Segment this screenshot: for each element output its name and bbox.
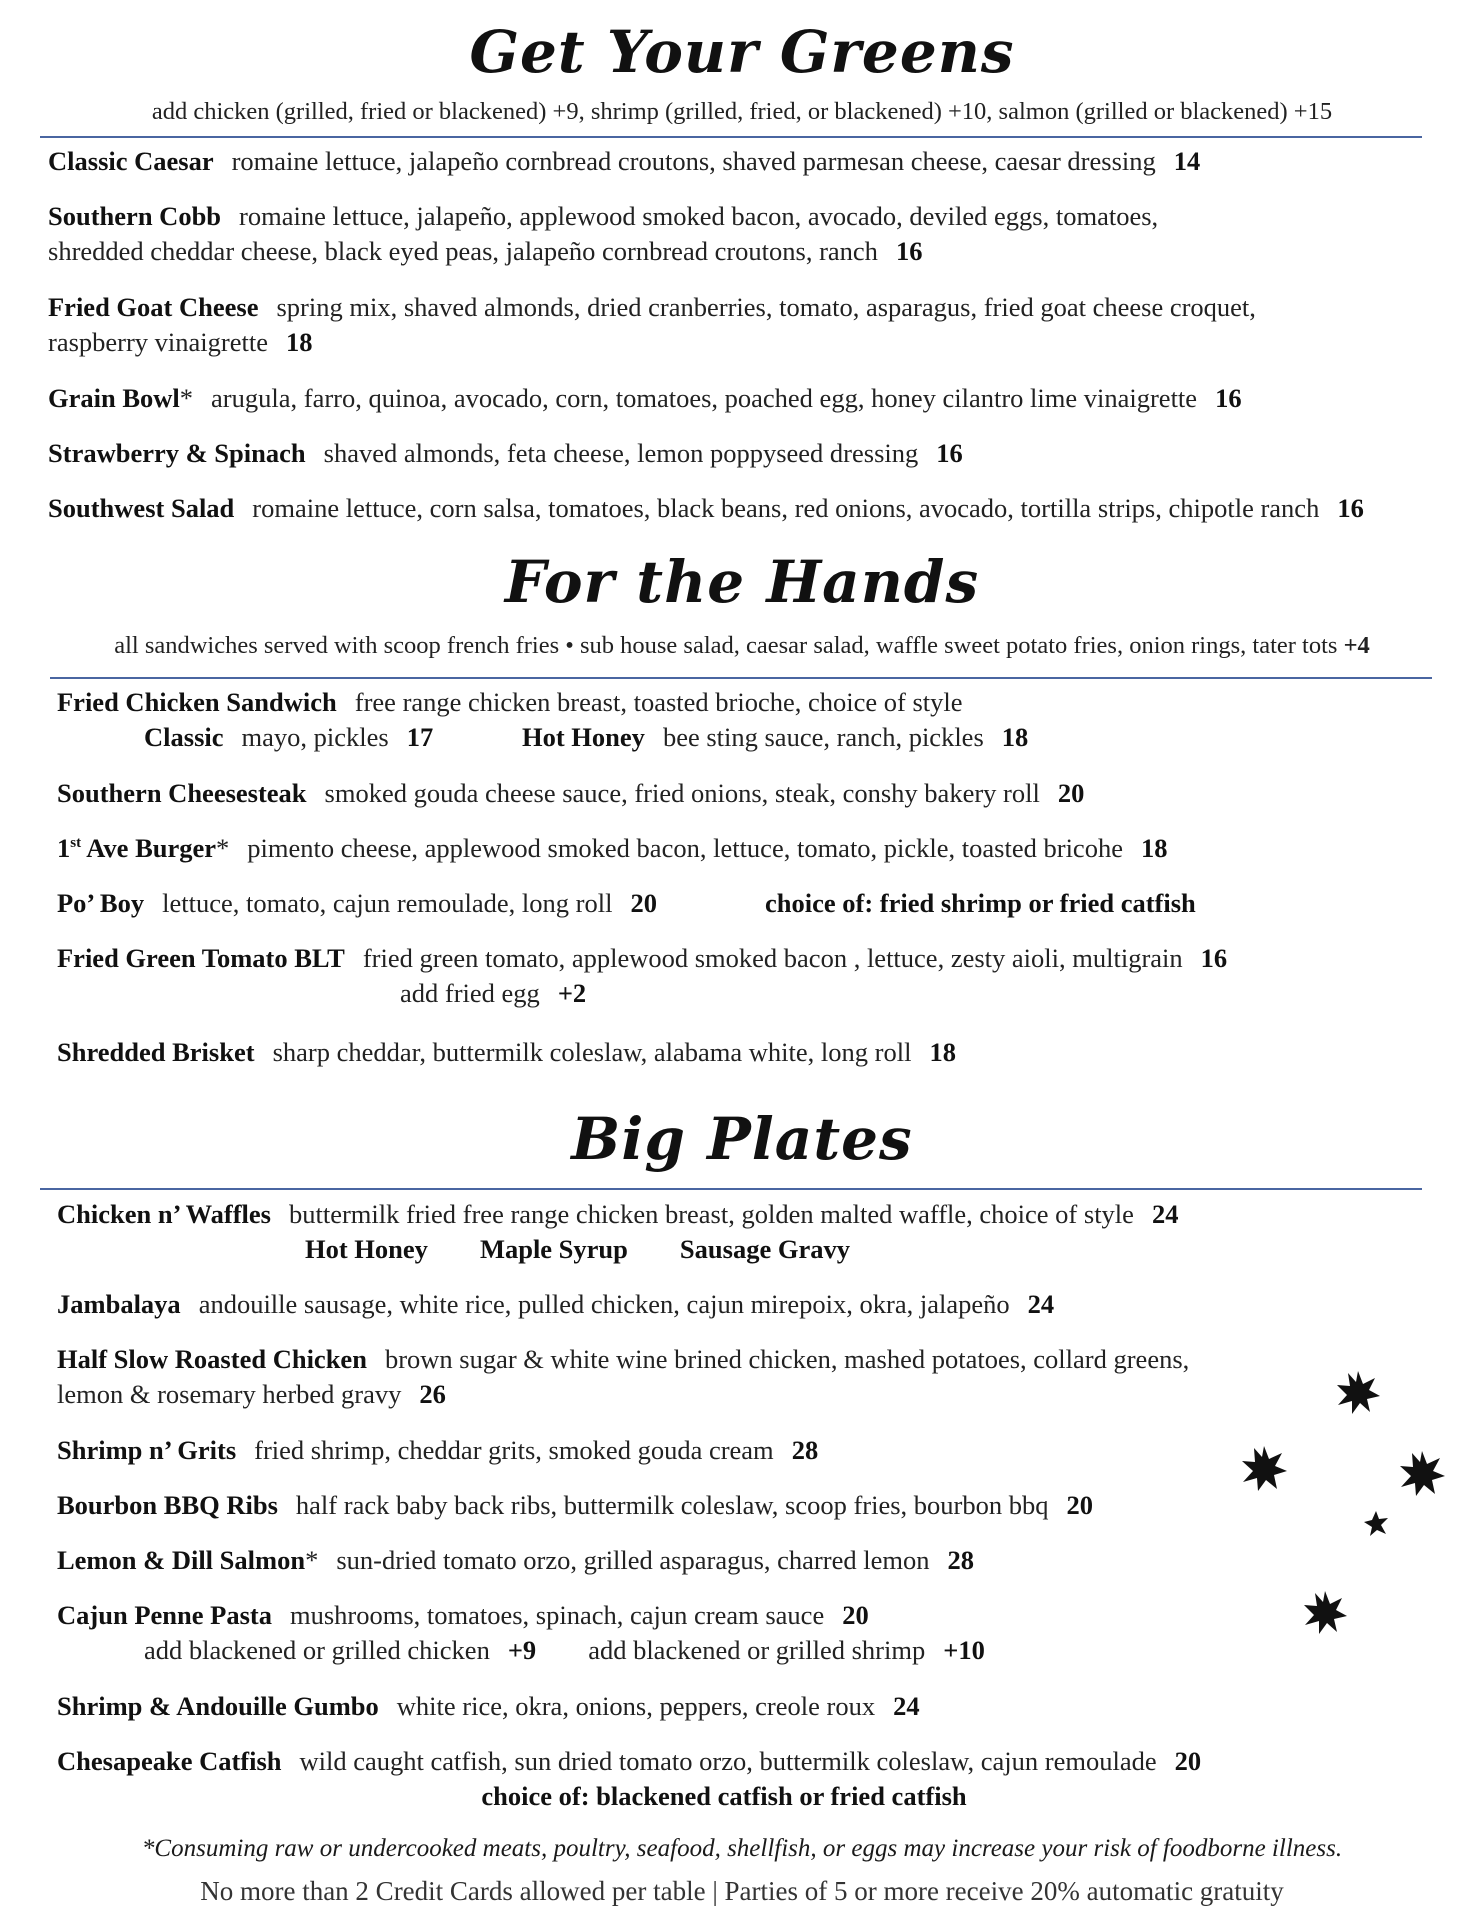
menu-item-1st-ave-burger [57,831,1167,866]
item-price: 20 [1174,1746,1202,1776]
item-name: Lemon & Dill Salmon [57,1545,306,1575]
foodborne-illness-warning: *Consuming raw or undercooked meats, poultry, seafood, shellfish, or eggs may increase your risk of foodborne illness. [141,1835,1343,1862]
item-price: 16 [1200,943,1228,973]
hands-divider [50,677,1432,679]
star-icon [1240,1445,1288,1493]
item-name: Shrimp n’ Grits [57,1435,237,1465]
item-name: Fried Green Tomato BLT [57,943,345,973]
item-desc: half rack baby back ribs, buttermilk coleslaw, scoop fries, bourbon bbq [295,1490,1049,1520]
item-price: 24 [1151,1199,1179,1229]
star-icon [1398,1450,1446,1498]
menu-item-southern-cheesesteak [57,776,1084,811]
menu-item-southwest-salad [48,491,1364,526]
catfish-choice: choice of: blackened catfish or fried catfish [481,1781,967,1811]
menu-item-shrimp-andouille-gumbo [57,1689,920,1724]
menu-item-grain-bowl [48,381,1242,416]
item-desc-line2: lemon & rosemary herbed gravy [57,1379,402,1409]
section-heading-plates: Big Plates [571,1105,913,1173]
item-desc-line2: raspberry vinaigrette [48,327,268,357]
item-name: Southern Cheesesteak [57,778,307,808]
item-price: 16 [1215,383,1242,413]
option-hot-honey: Hot Honey bee sting sauce, ranch, pickles 18 [522,722,1029,752]
menu-item-fried-goat-cheese [48,290,1256,360]
menu-item-fried-green-tomato-blt [57,941,1227,976]
menu-item-lemon-dill-salmon [57,1543,974,1578]
item-desc: lettuce, tomato, cajun remoulade, long roll [162,888,613,918]
raw-food-mark: * [179,383,194,413]
item-name: Jambalaya [57,1289,181,1319]
item-price: 28 [947,1545,974,1575]
item-desc: pimento cheese, applewood smoked bacon, lettuce, tomato, pickle, toasted bricohe [247,833,1123,863]
item-name: Bourbon BBQ Ribs [57,1490,278,1520]
star-icon [1362,1510,1390,1538]
item-name: Half Slow Roasted Chicken [57,1344,367,1374]
item-name: Shrimp & Andouille Gumbo [57,1691,379,1721]
menu-item-classic-caesar [48,144,1200,179]
menu-item-chicken-waffles [57,1197,1178,1232]
star-icon [1335,1370,1381,1416]
item-desc: white rice, okra, onions, peppers, creole roux [396,1691,876,1721]
menu-item-shredded-brisket [57,1035,956,1070]
item-desc: mushrooms, tomatoes, spinach, cajun cream sauce [289,1600,825,1630]
item-name: Southern Cobb [48,201,222,231]
item-name: Shredded Brisket [57,1037,255,1067]
menu-item-strawberry-spinach [48,436,963,471]
menu-item-half-slow-roasted-chicken [57,1342,1189,1412]
item-name: Chicken n’ Waffles [57,1199,271,1229]
item-price: 20 [1066,1490,1094,1520]
item-price: 28 [791,1435,819,1465]
item-desc: sharp cheddar, buttermilk coleslaw, alabama white, long roll [272,1037,912,1067]
item-price: 14 [1173,146,1201,176]
item-desc: buttermilk fried free range chicken breast, golden malted waffle, choice of style [288,1199,1134,1229]
item-price: 24 [1027,1289,1055,1319]
star-icon [1302,1590,1348,1636]
item-name: Southwest Salad [48,493,235,523]
item-price: 18 [1140,833,1168,863]
item-desc: spring mix, shaved almonds, dried cranberries, tomato, asparagus, fried goat cheese croquet, [276,292,1256,322]
penne-addons: add blackened or grilled chicken +9 add blackened or grilled shrimp +10 [144,1635,985,1665]
menu-item-cajun-penne-pasta [57,1598,869,1633]
item-desc: sun-dried tomato orzo, grilled asparagus, charred lemon [336,1545,930,1575]
item-price: 16 [895,236,923,266]
item-desc: smoked gouda cheese sauce, fried onions, steak, conshy bakery roll [324,778,1040,808]
item-price: 16 [1337,493,1364,523]
section-heading-hands: For the Hands [504,548,980,616]
item-desc: romaine lettuce, jalapeño cornbread croutons, shaved parmesan cheese, caesar dressing [231,146,1156,176]
item-desc: romaine lettuce, jalapeño, applewood smoked bacon, avocado, deviled eggs, tomatoes, [239,201,1159,231]
item-name: Grain Bowl [48,383,180,413]
item-desc-line2: shredded cheddar cheese, black eyed peas, jalapeño cornbread croutons, ranch [48,236,878,266]
item-price: 18 [929,1037,956,1067]
item-desc: andouille sausage, white rice, pulled chicken, cajun mirepoix, okra, jalapeño [198,1289,1010,1319]
blt-addon: add fried egg +2 [400,978,587,1008]
raw-food-mark: * [305,1545,319,1575]
item-price: 20 [842,1600,869,1630]
menu-item-southern-cobb [48,199,1158,269]
item-desc: arugula, farro, quinoa, avocado, corn, tomatoes, poached egg, honey cilantro lime vinaigrette [211,383,1198,413]
menu-item-jambalaya [57,1287,1054,1322]
item-desc: shaved almonds, feta cheese, lemon poppyseed dressing [323,438,919,468]
item-desc: free range chicken breast, toasted brioche, choice of style [354,687,963,717]
item-name: 1st Ave Burger [57,833,217,863]
item-price: 20 [1057,778,1085,808]
item-name: Chesapeake Catfish [57,1746,282,1776]
item-price: 26 [419,1379,446,1409]
menu-item-fried-chicken-sandwich [57,685,963,720]
section-heading-greens: Get Your Greens [469,18,1015,86]
plates-divider [40,1188,1422,1190]
item-name: Fried Goat Cheese [48,292,259,322]
greens-addon-note: add chicken (grilled, fried or blackened) +9, shrimp (grilled, fried, or blackened) +10, salmon (grilled or blackened) +15 [151,98,1333,125]
item-name: Classic Caesar [48,146,214,176]
item-price: 18 [286,327,313,357]
menu-item-chesapeake-catfish [57,1744,1201,1779]
item-name: Strawberry & Spinach [48,438,306,468]
sides-upcharge: +4 [1343,632,1370,659]
menu-item-po-boy [57,886,657,921]
item-desc: fried shrimp, cheddar grits, smoked gouda cream [254,1435,774,1465]
menu-item-bourbon-bbq-ribs [57,1488,1093,1523]
greens-divider [40,136,1422,138]
item-price: 24 [893,1691,920,1721]
item-name: Fried Chicken Sandwich [57,687,337,717]
item-desc: brown sugar & white wine brined chicken, mashed potatoes, collard greens, [384,1344,1190,1374]
hands-sides-note: all sandwiches served with scoop french fries • sub house salad, caesar salad, waffle sweet potato fries, onion rings, tater tots +4 [114,632,1370,659]
item-name: Po’ Boy [57,888,145,918]
item-price: 16 [936,438,963,468]
item-price: 20 [630,888,657,918]
po-boy-choice: choice of: fried shrimp or fried catfish [765,888,1196,918]
option-classic: Classic mayo, pickles 17 [144,722,434,752]
waffle-style-options: Hot Honey Maple Syrup Sausage Gravy [305,1234,850,1264]
item-desc: fried green tomato, applewood smoked bacon , lettuce, zesty aioli, multigrain [362,943,1183,973]
item-desc: romaine lettuce, corn salsa, tomatoes, black beans, red onions, avocado, tortilla strips, chipotle ranch [252,493,1320,523]
table-policy: No more than 2 Credit Cards allowed per table | Parties of 5 or more receive 20% automatic gratuity [200,1876,1284,1906]
item-desc: wild caught catfish, sun dried tomato orzo, buttermilk coleslaw, cajun remoulade [299,1746,1157,1776]
item-name: Cajun Penne Pasta [57,1600,272,1630]
menu-item-shrimp-grits [57,1433,818,1468]
raw-food-mark: * [216,833,230,863]
